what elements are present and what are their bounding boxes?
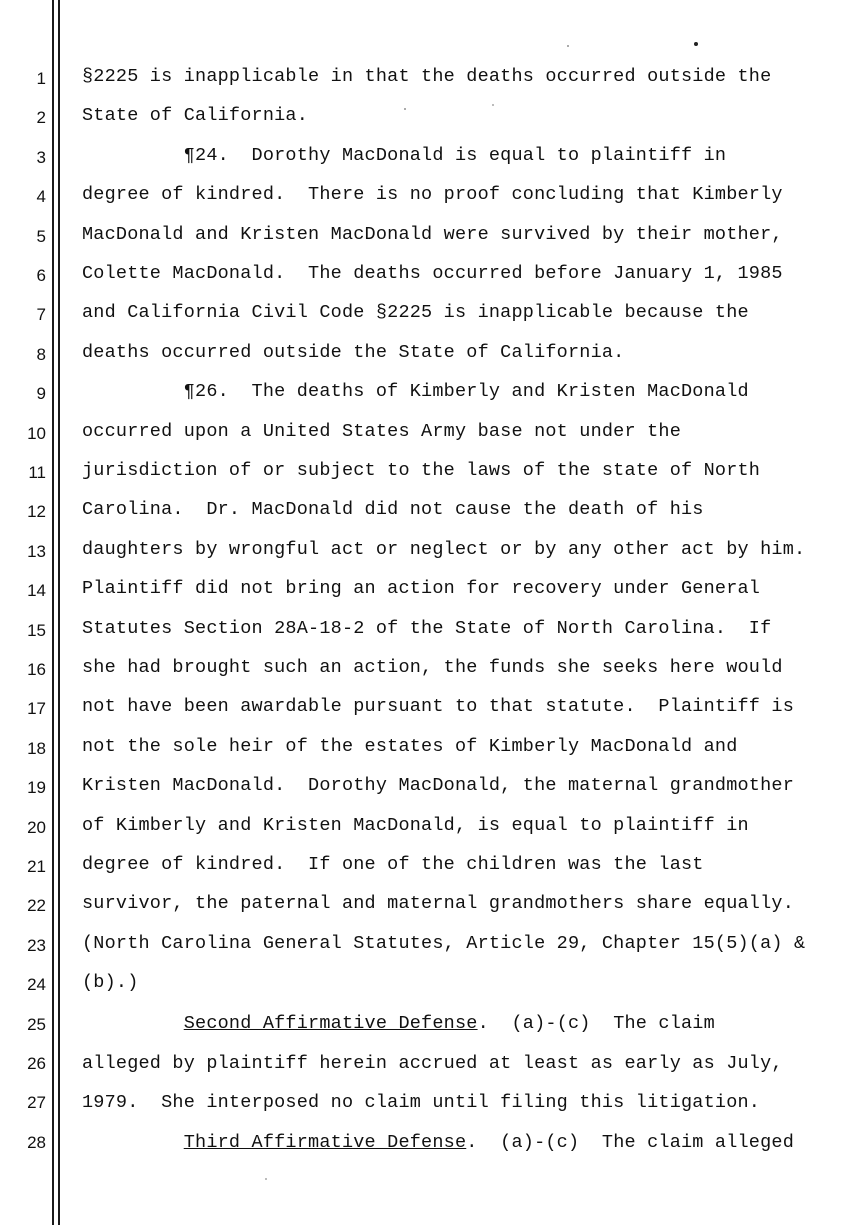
second-defense-rest: . (a)-(c) The claim [477,1013,715,1034]
scan-speck [567,45,569,47]
third-defense-line [82,1132,794,1153]
line-number: 23 [27,935,46,955]
second-defense-line [82,1013,715,1034]
line-number: 24 [27,975,46,995]
third-defense-rest: . (a)-(c) The claim alleged [466,1132,795,1153]
body-line: daughters by wrongful act or neglect or by any other act by him. [82,538,806,560]
line-number: 14 [27,581,46,601]
body-line: ¶26. The deaths of Kimberly and Kristen MacDonald [82,381,749,403]
third-defense-heading: Third Affirmative Defense [183,1132,467,1153]
line-number: 18 [27,738,46,758]
body-line: not the sole heir of the estates of Kimberly MacDonald and [82,735,738,757]
line-number: 12 [27,502,46,522]
line-number: 3 [36,147,46,167]
body-line: not have been awardable pursuant to that statute. Plaintiff is [82,696,795,718]
body-line: 1979. She interposed no claim until filing this litigation. [82,1092,761,1113]
line-number: 5 [36,226,46,246]
body-line: she had brought such an action, the funds she seeks here would [82,657,783,678]
line-number: 27 [27,1093,46,1113]
line-number: 17 [27,699,46,719]
line-number: 19 [27,778,46,798]
line-number: 20 [27,817,46,837]
body-line: degree of kindred. If one of the children was the last [82,854,704,875]
line-number: 10 [27,423,46,443]
body-line: degree of kindred. There is no proof concluding that Kimberly [82,184,783,206]
body-line: State of California. [82,105,309,127]
line-number: 11 [28,463,46,482]
line-number: 25 [27,1014,46,1034]
margin-rule-inner [58,0,60,1225]
line-number: 7 [36,305,46,325]
line-number: 6 [36,266,46,285]
body-line: (b).) [82,972,139,994]
line-number: 1 [36,69,46,88]
body-line: survivor, the paternal and maternal grandmothers share equally. [82,893,795,915]
margin-rule-outer [52,0,54,1225]
body-line: Carolina. Dr. MacDonald did not cause the death of his [82,499,704,521]
body-line: §2225 is inapplicable in that the deaths occurred outside the [82,66,772,87]
line-number: 9 [36,384,46,404]
body-line: alleged by plaintiff herein accrued at least as early as July, [82,1053,783,1074]
scan-speck [265,1178,267,1180]
scan-speck [404,108,406,110]
body-line: Plaintiff did not bring an action for recovery under General [82,578,761,600]
scan-speck [492,104,494,106]
line-number: 28 [27,1132,46,1152]
line-number: 8 [36,344,46,364]
body-line: jurisdiction of or subject to the laws of the state of North [82,460,761,481]
body-line: of Kimberly and Kristen MacDonald, is equal to plaintiff in [82,814,749,836]
body-line: Kristen MacDonald. Dorothy MacDonald, the maternal grandmother [82,775,795,797]
body-line: deaths occurred outside the State of California. [82,341,625,363]
line-number: 15 [27,620,46,640]
line-number: 4 [36,187,46,207]
line-number: 26 [27,1054,46,1073]
body-line: Statutes Section 28A-18-2 of the State of North Carolina. If [82,617,772,639]
body-line: occurred upon a United States Army base not under the [82,420,681,442]
line-number: 13 [27,541,46,561]
body-line: (North Carolina General Statutes, Article 29, Chapter 15(5)(a) & [82,932,806,954]
body-line: ¶24. Dorothy MacDonald is equal to plaintiff in [82,144,727,166]
line-number: 2 [36,108,46,128]
line-number: 21 [27,857,46,876]
scan-speck [694,42,698,46]
line-number: 22 [27,896,46,916]
second-defense-heading: Second Affirmative Defense [183,1013,478,1034]
body-line: MacDonald and Kristen MacDonald were survived by their mother, [82,223,783,245]
body-line: Colette MacDonald. The deaths occurred before January 1, 1985 [82,263,783,284]
body-line: and California Civil Code §2225 is inapplicable because the [82,302,749,324]
line-number: 16 [27,660,46,679]
